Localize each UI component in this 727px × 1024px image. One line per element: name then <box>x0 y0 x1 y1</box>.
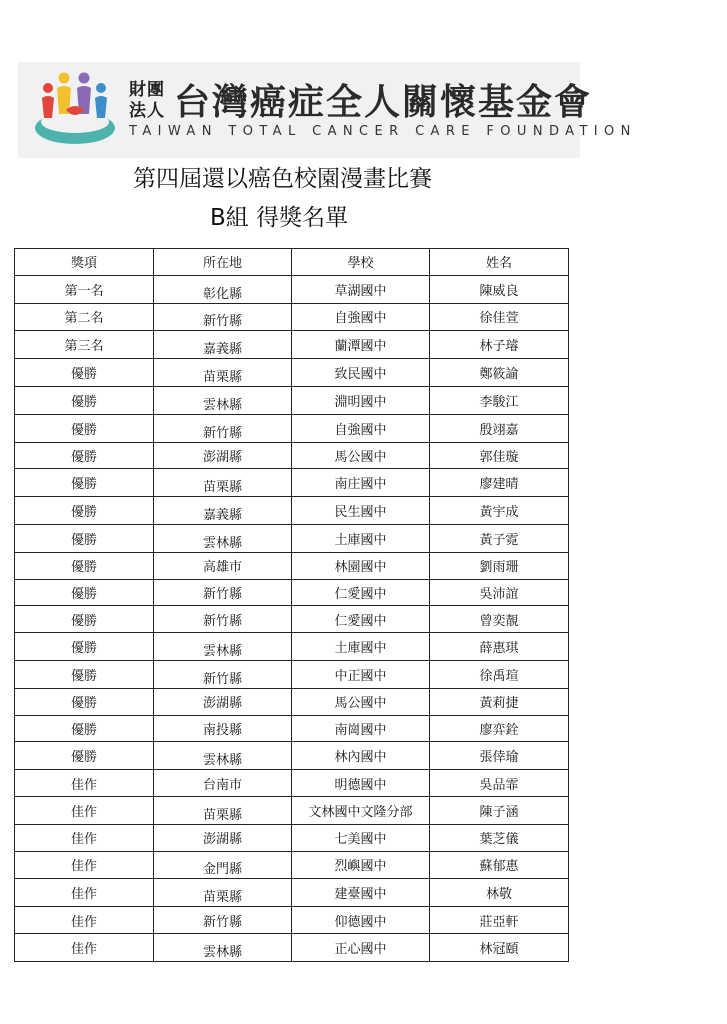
table-row <box>15 331 569 359</box>
cell-location: 澎湖縣 <box>154 688 292 715</box>
cell-school: 仁愛國中 <box>292 606 430 633</box>
cell-award: 佳作 <box>15 796 154 824</box>
table-row <box>15 742 569 770</box>
winners-table <box>14 248 569 962</box>
cell-location: 新竹縣 <box>154 414 292 442</box>
cell-name: 曾奕靚 <box>430 606 569 633</box>
table-row <box>15 824 569 851</box>
cell-award: 優勝 <box>15 660 154 688</box>
cell-award: 優勝 <box>15 414 154 442</box>
cell-school: 土庫國中 <box>292 633 430 661</box>
table-row <box>15 275 569 303</box>
cell-location: 苗栗縣 <box>154 879 292 907</box>
cell-school: 林內國中 <box>292 742 430 770</box>
table-row <box>15 660 569 688</box>
cell-location: 嘉義縣 <box>154 331 292 359</box>
cell-location: 新竹縣 <box>154 303 292 331</box>
cell-name: 黃宇成 <box>430 497 569 525</box>
cell-location: 新竹縣 <box>154 660 292 688</box>
cell-location: 澎湖縣 <box>154 824 292 851</box>
cell-location: 嘉義縣 <box>154 497 292 525</box>
cell-name: 蘇郁惠 <box>430 851 569 879</box>
cell-name: 莊亞軒 <box>430 907 569 934</box>
table-row <box>15 933 569 961</box>
table-row <box>15 497 569 525</box>
table-row <box>15 469 569 497</box>
cell-school: 明德國中 <box>292 770 430 797</box>
cell-name: 林子璿 <box>430 331 569 359</box>
table-row <box>15 633 569 661</box>
table-row <box>15 303 569 331</box>
cell-location: 苗栗縣 <box>154 359 292 387</box>
cell-school: 烈嶼國中 <box>292 851 430 879</box>
cell-location: 高雄市 <box>154 552 292 579</box>
document-title: 第四屆還以癌色校園漫畫比賽 <box>133 166 432 192</box>
cell-name: 黃莉捷 <box>430 688 569 715</box>
cell-location: 台南市 <box>154 770 292 797</box>
table-row <box>15 770 569 797</box>
cell-school: 自強國中 <box>292 414 430 442</box>
cell-school: 南崗國中 <box>292 715 430 742</box>
cell-award: 佳作 <box>15 770 154 797</box>
logo-org-small: 財團法人 <box>129 80 165 121</box>
cell-name: 徐佳萱 <box>430 303 569 331</box>
cell-award: 優勝 <box>15 442 154 469</box>
cell-award: 佳作 <box>15 851 154 879</box>
logo-org-english: TAIWAN TOTAL CANCER CARE FOUNDATION <box>129 124 637 139</box>
cell-name: 吳沛誼 <box>430 579 569 606</box>
table-header-row <box>15 249 569 276</box>
cell-location: 苗栗縣 <box>154 469 292 497</box>
cell-location: 彰化縣 <box>154 275 292 303</box>
header-award: 獎項 <box>15 249 154 276</box>
cell-name: 廖弈銓 <box>430 715 569 742</box>
cell-location: 雲林縣 <box>154 524 292 552</box>
cell-name: 殷翊嘉 <box>430 414 569 442</box>
cell-name: 葉芝儀 <box>430 824 569 851</box>
cell-school: 草湖國中 <box>292 275 430 303</box>
cell-name: 陳威良 <box>430 275 569 303</box>
cell-award: 優勝 <box>15 715 154 742</box>
cell-location: 雲林縣 <box>154 633 292 661</box>
cell-school: 仁愛國中 <box>292 579 430 606</box>
cell-name: 陳子涵 <box>430 796 569 824</box>
table-row <box>15 524 569 552</box>
table-row <box>15 359 569 387</box>
table-row <box>15 851 569 879</box>
cell-location: 新竹縣 <box>154 579 292 606</box>
cell-location: 金門縣 <box>154 851 292 879</box>
cell-school: 建臺國中 <box>292 879 430 907</box>
cell-award: 優勝 <box>15 742 154 770</box>
cell-award: 第二名 <box>15 303 154 331</box>
cell-location: 澎湖縣 <box>154 442 292 469</box>
cell-name: 郭佳璇 <box>430 442 569 469</box>
cell-name: 吳品霏 <box>430 770 569 797</box>
cell-school: 民生國中 <box>292 497 430 525</box>
header-name: 姓名 <box>430 249 569 276</box>
cell-location: 雲林縣 <box>154 386 292 414</box>
table-row <box>15 442 569 469</box>
cell-name: 林敬 <box>430 879 569 907</box>
cell-school: 蘭潭國中 <box>292 331 430 359</box>
cell-school: 正心國中 <box>292 933 430 961</box>
cell-school: 淵明國中 <box>292 386 430 414</box>
cell-award: 優勝 <box>15 579 154 606</box>
cell-school: 中正國中 <box>292 660 430 688</box>
table-row <box>15 386 569 414</box>
foundation-logo <box>18 62 637 158</box>
cell-award: 佳作 <box>15 907 154 934</box>
cell-location: 雲林縣 <box>154 933 292 961</box>
table-row <box>15 879 569 907</box>
cell-school: 馬公國中 <box>292 688 430 715</box>
header-school: 學校 <box>292 249 430 276</box>
table-row <box>15 552 569 579</box>
cell-award: 優勝 <box>15 633 154 661</box>
document-subtitle: B組 得獎名單 <box>210 205 349 231</box>
cell-school: 自強國中 <box>292 303 430 331</box>
cell-award: 優勝 <box>15 359 154 387</box>
cell-award: 優勝 <box>15 688 154 715</box>
cell-name: 徐禹瑄 <box>430 660 569 688</box>
cell-school: 土庫國中 <box>292 524 430 552</box>
logo-org-name: 台灣癌症全人關懷基金會 <box>174 82 593 123</box>
cell-name: 鄭筱諭 <box>430 359 569 387</box>
cell-award: 優勝 <box>15 497 154 525</box>
cell-school: 馬公國中 <box>292 442 430 469</box>
cell-school: 文林國中文隆分部 <box>292 796 430 824</box>
table-row <box>15 579 569 606</box>
cell-name: 黃子霓 <box>430 524 569 552</box>
cell-award: 佳作 <box>15 879 154 907</box>
cell-location: 新竹縣 <box>154 606 292 633</box>
table-row <box>15 606 569 633</box>
cell-award: 佳作 <box>15 824 154 851</box>
cell-school: 南庄國中 <box>292 469 430 497</box>
cell-name: 林冠頤 <box>430 933 569 961</box>
cell-award: 優勝 <box>15 524 154 552</box>
cell-award: 優勝 <box>15 606 154 633</box>
table-row <box>15 688 569 715</box>
table-row <box>15 715 569 742</box>
cell-school: 林園國中 <box>292 552 430 579</box>
cell-name: 劉雨珊 <box>430 552 569 579</box>
cell-name: 薛惠琪 <box>430 633 569 661</box>
cell-location: 苗栗縣 <box>154 796 292 824</box>
cell-award: 佳作 <box>15 933 154 961</box>
people-heart-icon <box>28 66 122 152</box>
cell-school: 七美國中 <box>292 824 430 851</box>
table-row <box>15 414 569 442</box>
cell-award: 優勝 <box>15 552 154 579</box>
cell-award: 第一名 <box>15 275 154 303</box>
cell-name: 張倖瑜 <box>430 742 569 770</box>
cell-award: 優勝 <box>15 386 154 414</box>
cell-school: 致民國中 <box>292 359 430 387</box>
cell-location: 南投縣 <box>154 715 292 742</box>
cell-award: 優勝 <box>15 469 154 497</box>
cell-school: 仰德國中 <box>292 907 430 934</box>
cell-name: 李駿江 <box>430 386 569 414</box>
cell-location: 新竹縣 <box>154 907 292 934</box>
header-location: 所在地 <box>154 249 292 276</box>
cell-name: 廖建晴 <box>430 469 569 497</box>
cell-award: 第三名 <box>15 331 154 359</box>
table-row <box>15 907 569 934</box>
table-row <box>15 796 569 824</box>
cell-location: 雲林縣 <box>154 742 292 770</box>
